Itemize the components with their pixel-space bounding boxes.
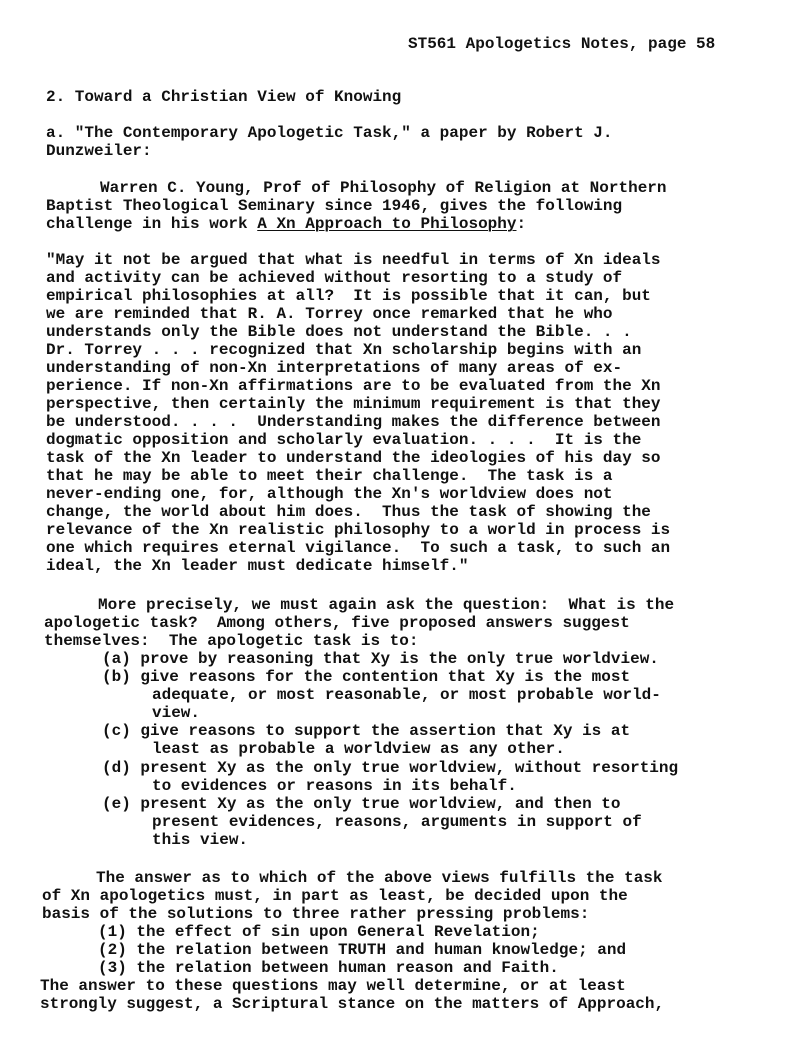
quote-line: change, the world about him does. Thus the task of showing the	[46, 503, 651, 521]
closing-line: strongly suggest, a Scriptural stance on the matters of Approach,	[40, 995, 665, 1013]
quote-line: never-ending one, for, although the Xn's worldview does not	[46, 485, 613, 503]
task-item: (d) present Xy as the only true worldview, without resorting	[102, 759, 679, 777]
book-title: A Xn Approach to Philosophy	[257, 215, 517, 233]
intro-line: Warren C. Young, Prof of Philosophy of Religion at Northern	[100, 179, 667, 197]
answer-paragraph-line: The answer as to which of the above views fulfills the task	[96, 869, 663, 887]
quote-line: we are reminded that R. A. Torrey once remarked that he who	[46, 305, 613, 323]
task-item: (a) prove by reasoning that Xy is the only true worldview.	[102, 650, 659, 668]
task-paragraph-line: themselves: The apologetic task is to:	[44, 632, 419, 650]
quote-line: understands only the Bible does not understand the Bible. . .	[46, 323, 632, 341]
task-item-continuation: this view.	[152, 831, 249, 849]
task-item-continuation: present evidences, reasons, arguments in support of	[152, 813, 642, 831]
quote-line: perspective, then certainly the minimum requirement is that they	[46, 395, 661, 413]
quote-line: task of the Xn leader to understand the ideologies of his day so	[46, 449, 661, 467]
subsection-title-line: a. "The Contemporary Apologetic Task," a paper by Robert J.	[46, 124, 613, 142]
quote-line: perience. If non-Xn affirmations are to be evaluated from the Xn	[46, 377, 661, 395]
page-header: ST561 Apologetics Notes, page 58	[408, 35, 716, 53]
problem-item: (3) the relation between human reason and Faith.	[98, 959, 559, 977]
answer-paragraph-line: basis of the solutions to three rather pressing problems:	[42, 905, 590, 923]
task-item-continuation: to evidences or reasons in its behalf.	[152, 777, 517, 795]
intro-suffix: :	[516, 215, 527, 233]
closing-line: The answer to these questions may well determine, or at least	[40, 977, 626, 995]
intro-line: Baptist Theological Seminary since 1946, gives the following	[46, 197, 623, 215]
subsection-title-line: Dunzweiler:	[46, 142, 152, 160]
quote-line: that he may be able to meet their challenge. The task is a	[46, 467, 613, 485]
quote-line: dogmatic opposition and scholarly evaluation. . . . It is the	[46, 431, 642, 449]
quote-line: understanding of non-Xn interpretations of many areas of ex-	[46, 359, 623, 377]
quote-line: empirical philosophies at all? It is possible that it can, but	[46, 287, 651, 305]
task-item: (e) present Xy as the only true worldview, and then to	[102, 795, 621, 813]
task-item-continuation: adequate, or most reasonable, or most probable world-	[152, 686, 661, 704]
quote-line: "May it not be argued that what is needful in terms of Xn ideals	[46, 251, 661, 269]
quote-line: one which requires eternal vigilance. To such a task, to such an	[46, 539, 671, 557]
problem-item: (1) the effect of sin upon General Revelation;	[98, 923, 540, 941]
task-item: (c) give reasons to support the assertion that Xy is at	[102, 722, 631, 740]
intro-prefix: challenge in his work	[46, 215, 258, 233]
task-paragraph-line: apologetic task? Among others, five proposed answers suggest	[44, 614, 630, 632]
quote-line: Dr. Torrey . . . recognized that Xn scholarship begins with an	[46, 341, 642, 359]
quote-line: ideal, the Xn leader must dedicate himself."	[46, 557, 469, 575]
task-item-continuation: least as probable a worldview as any other.	[152, 740, 565, 758]
task-item: (b) give reasons for the contention that Xy is the most	[102, 668, 631, 686]
quote-line: relevance of the Xn realistic philosophy to a world in process is	[46, 521, 671, 539]
section-heading: 2. Toward a Christian View of Knowing	[46, 88, 402, 106]
intro-line	[46, 215, 526, 233]
answer-paragraph-line: of Xn apologetics must, in part as least, be decided upon the	[42, 887, 628, 905]
task-item-continuation: view.	[152, 704, 201, 722]
quote-line: and activity can be achieved without resorting to a study of	[46, 269, 623, 287]
quote-line: be understood. . . . Understanding makes the difference between	[46, 413, 661, 431]
problem-item: (2) the relation between TRUTH and human knowledge; and	[98, 941, 627, 959]
task-paragraph-line: More precisely, we must again ask the question: What is the	[98, 596, 675, 614]
